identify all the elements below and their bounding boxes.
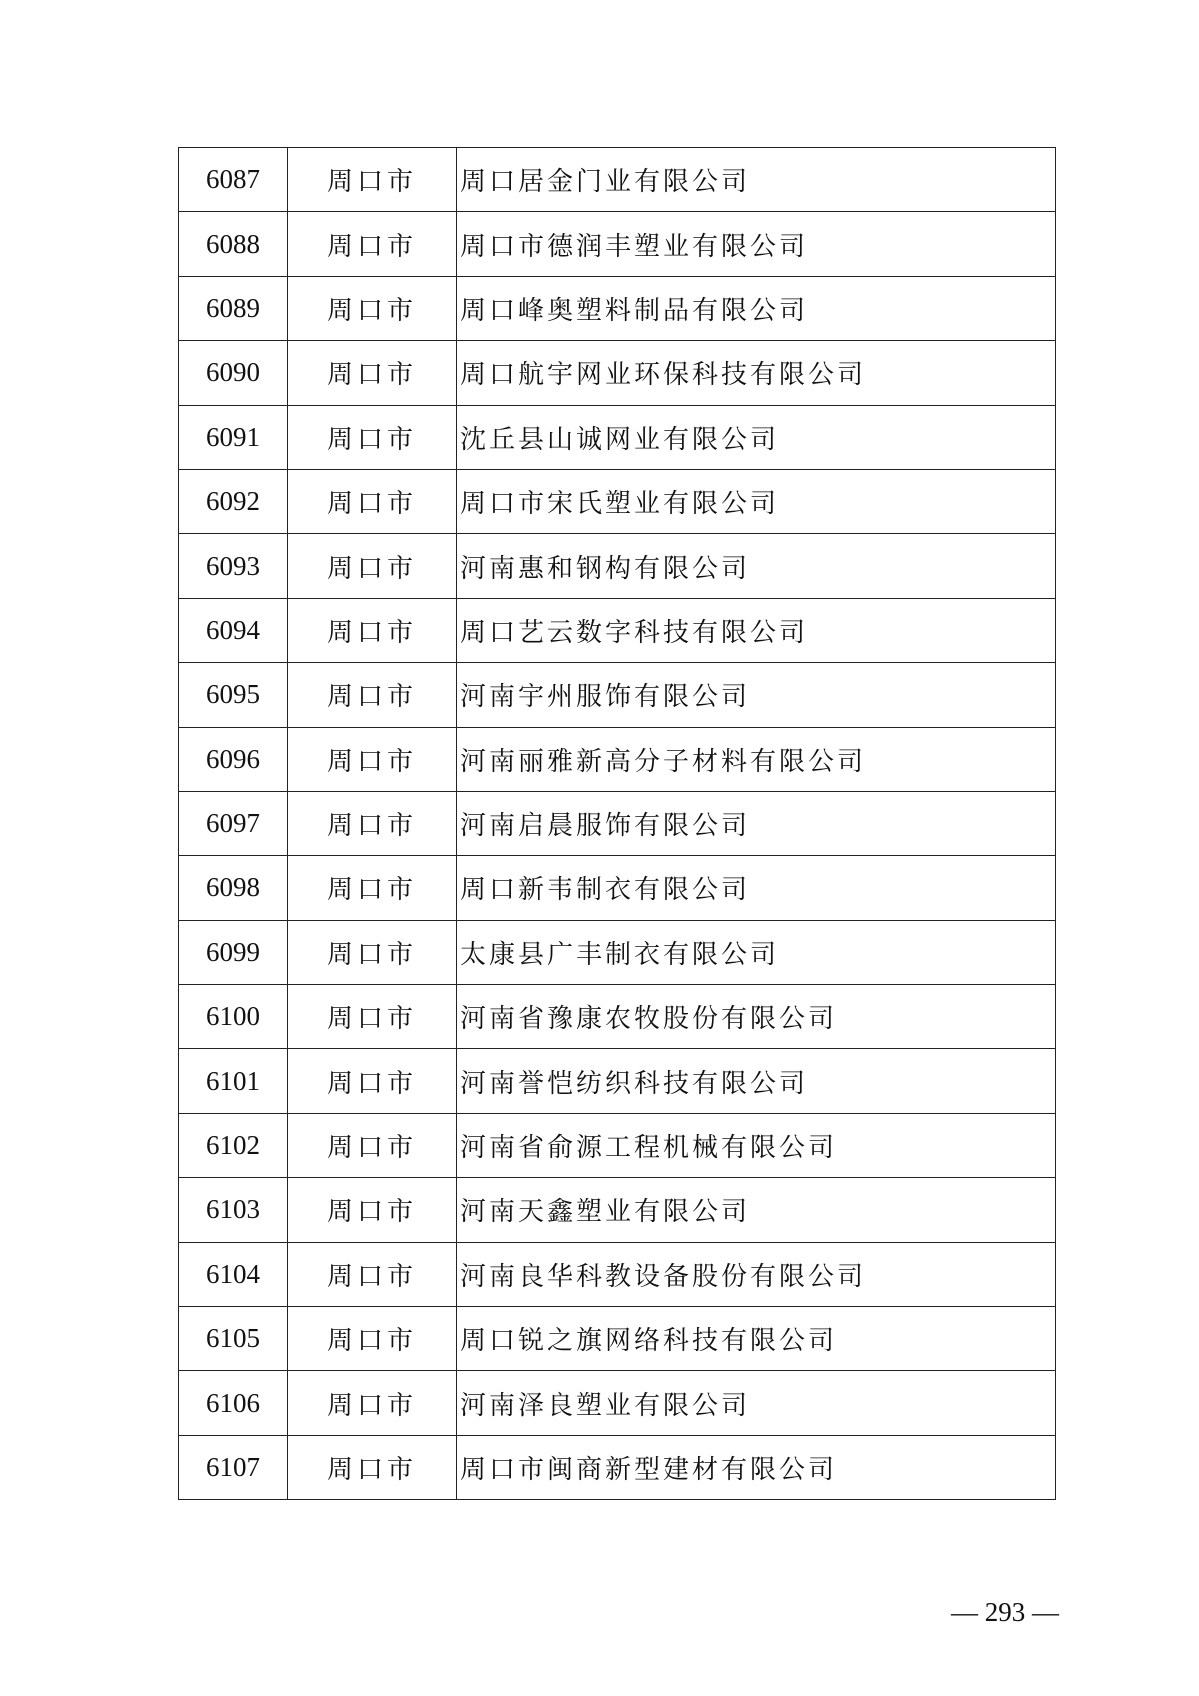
row-city: 周口市 <box>288 1049 457 1113</box>
table-row <box>179 1371 1056 1435</box>
row-city: 周口市 <box>288 534 457 598</box>
row-city: 周口市 <box>288 791 457 855</box>
row-company: 周口艺云数字科技有限公司 <box>457 598 1056 662</box>
row-number: 6094 <box>179 598 288 662</box>
row-company: 河南天鑫塑业有限公司 <box>457 1178 1056 1242</box>
row-number: 6097 <box>179 791 288 855</box>
row-company: 河南惠和钢构有限公司 <box>457 534 1056 598</box>
row-company: 周口市德润丰塑业有限公司 <box>457 212 1056 276</box>
row-company: 河南省俞源工程机械有限公司 <box>457 1113 1056 1177</box>
row-company: 河南泽良塑业有限公司 <box>457 1371 1056 1435</box>
row-city: 周口市 <box>288 148 457 212</box>
row-company: 周口峰奥塑料制品有限公司 <box>457 276 1056 340</box>
row-number: 6088 <box>179 212 288 276</box>
table-row <box>179 727 1056 791</box>
table-row <box>179 598 1056 662</box>
row-number: 6096 <box>179 727 288 791</box>
row-number: 6101 <box>179 1049 288 1113</box>
row-company: 河南省豫康农牧股份有限公司 <box>457 985 1056 1049</box>
row-number: 6090 <box>179 341 288 405</box>
table-row <box>179 985 1056 1049</box>
row-company: 沈丘县山诚网业有限公司 <box>457 405 1056 469</box>
table-row <box>179 791 1056 855</box>
page-number: — 293 — <box>951 1597 1059 1627</box>
row-city: 周口市 <box>288 1113 457 1177</box>
row-city: 周口市 <box>288 341 457 405</box>
table-row <box>179 663 1056 727</box>
row-company: 周口锐之旗网络科技有限公司 <box>457 1307 1056 1371</box>
row-number: 6100 <box>179 985 288 1049</box>
company-list-table <box>178 147 1056 1500</box>
row-company: 周口市闽商新型建材有限公司 <box>457 1435 1056 1499</box>
row-company: 太康县广丰制衣有限公司 <box>457 920 1056 984</box>
table-row <box>179 341 1056 405</box>
row-number: 6104 <box>179 1242 288 1306</box>
row-company: 河南宇州服饰有限公司 <box>457 663 1056 727</box>
table-row <box>179 469 1056 533</box>
row-number: 6087 <box>179 148 288 212</box>
table-row <box>179 148 1056 212</box>
row-number: 6105 <box>179 1307 288 1371</box>
table-body <box>179 148 1056 1500</box>
table-row <box>179 1178 1056 1242</box>
row-city: 周口市 <box>288 985 457 1049</box>
row-company: 河南誉恺纺织科技有限公司 <box>457 1049 1056 1113</box>
row-city: 周口市 <box>288 469 457 533</box>
row-number: 6099 <box>179 920 288 984</box>
row-company: 河南良华科教设备股份有限公司 <box>457 1242 1056 1306</box>
table-row <box>179 1435 1056 1499</box>
row-city: 周口市 <box>288 212 457 276</box>
row-number: 6106 <box>179 1371 288 1435</box>
row-city: 周口市 <box>288 856 457 920</box>
table-row <box>179 534 1056 598</box>
row-number: 6095 <box>179 663 288 727</box>
row-number: 6098 <box>179 856 288 920</box>
row-city: 周口市 <box>288 405 457 469</box>
row-city: 周口市 <box>288 1371 457 1435</box>
row-city: 周口市 <box>288 1435 457 1499</box>
table-row <box>179 920 1056 984</box>
row-number: 6107 <box>179 1435 288 1499</box>
table-row <box>179 212 1056 276</box>
row-number: 6103 <box>179 1178 288 1242</box>
row-city: 周口市 <box>288 1307 457 1371</box>
row-company: 周口新韦制衣有限公司 <box>457 856 1056 920</box>
table-row <box>179 856 1056 920</box>
row-company: 周口航宇网业环保科技有限公司 <box>457 341 1056 405</box>
row-city: 周口市 <box>288 920 457 984</box>
row-number: 6091 <box>179 405 288 469</box>
row-company: 周口市宋氏塑业有限公司 <box>457 469 1056 533</box>
row-number: 6102 <box>179 1113 288 1177</box>
table-row <box>179 1307 1056 1371</box>
row-city: 周口市 <box>288 1242 457 1306</box>
row-company: 河南启晨服饰有限公司 <box>457 791 1056 855</box>
row-number: 6093 <box>179 534 288 598</box>
table-row <box>179 405 1056 469</box>
company-list-table-wrapper <box>178 147 1055 1500</box>
row-city: 周口市 <box>288 1178 457 1242</box>
row-city: 周口市 <box>288 727 457 791</box>
row-city: 周口市 <box>288 598 457 662</box>
row-number: 6092 <box>179 469 288 533</box>
row-company: 周口居金门业有限公司 <box>457 148 1056 212</box>
table-row <box>179 276 1056 340</box>
table-row <box>179 1049 1056 1113</box>
row-company: 河南丽雅新高分子材料有限公司 <box>457 727 1056 791</box>
row-city: 周口市 <box>288 663 457 727</box>
table-row <box>179 1113 1056 1177</box>
table-row <box>179 1242 1056 1306</box>
row-city: 周口市 <box>288 276 457 340</box>
row-number: 6089 <box>179 276 288 340</box>
